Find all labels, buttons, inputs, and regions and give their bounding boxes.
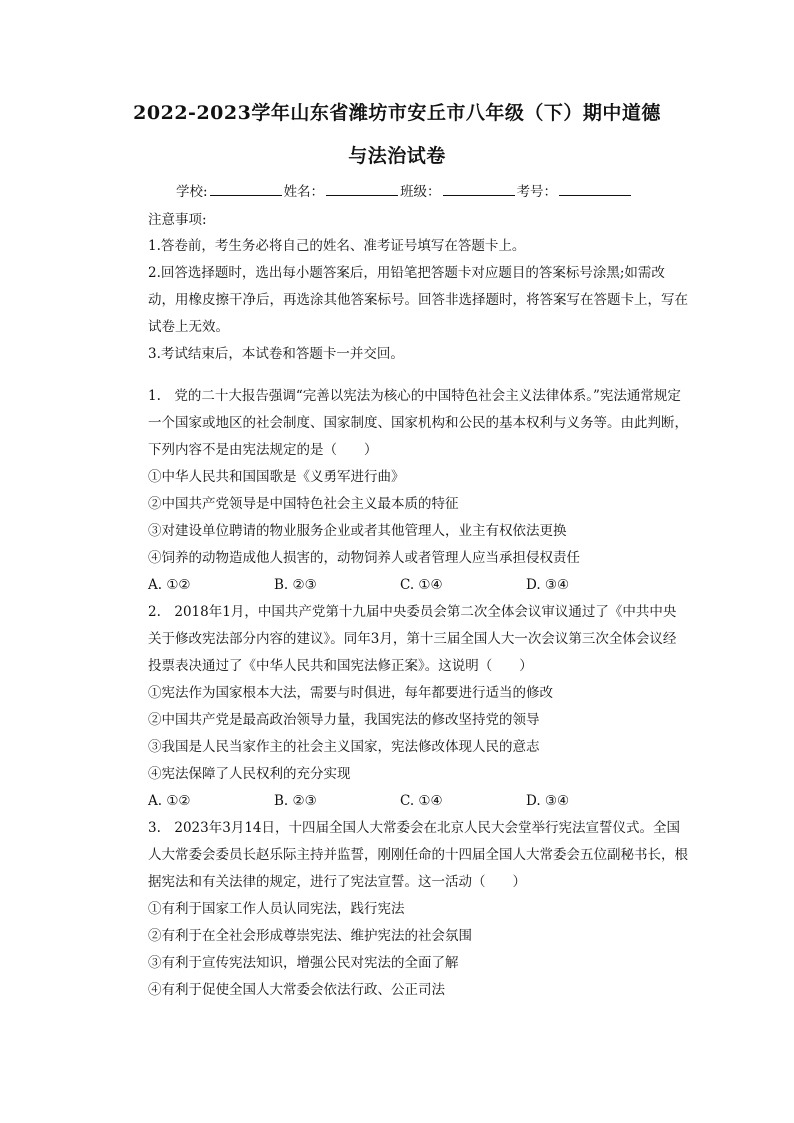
question-stem: 1. 党的二十大报告强调“完善以宪法为核心的中国特色社会主义法律体系。”宪法通常规定一个国家或地区的社会制度、国家制度、国家机构和公民的基本权利与义务等。由此判断，下列内容不是由宪法规定的是（ ） bbox=[148, 388, 688, 458]
answer-options bbox=[148, 788, 688, 815]
option-b: B. ②③ bbox=[274, 577, 317, 593]
question-statement: ②有利于在全社会形成尊崇宪法、维护宪法的社会氛围 bbox=[148, 928, 472, 944]
student-info-row bbox=[176, 180, 656, 200]
question-statement: ①中华人民共和国国歌是《义勇军进行曲》 bbox=[148, 469, 405, 485]
option-d: D. ③④ bbox=[526, 793, 570, 809]
option-a: A. ①② bbox=[148, 577, 191, 593]
question-statement: ④饲养的动物造成他人损害的，动物饲养人或者管理人应当承担侵权责任 bbox=[148, 550, 580, 566]
answer-options bbox=[148, 572, 688, 599]
note-item: 1.答卷前，考生务必将自己的姓名、准考证号填写在答题卡上。 bbox=[148, 238, 526, 254]
question-statement: ③有利于宣传宪法知识，增强公民对宪法的全面了解 bbox=[148, 955, 459, 971]
option-c: C. ①④ bbox=[400, 793, 443, 809]
question-stem: 2. 2018年1月，中国共产党第十九届中央委员会第二次全体会议审议通过了《中共中央关于修改宪法部分内容的建议》。同年3月，第十三届全国人大一次会议第三次全体会议经投票表决通过了《中华人民共和国宪法修正案》。这说明（ ） bbox=[148, 604, 677, 674]
question-statement: ④有利于促使全国人大常委会依法行政、公正司法 bbox=[148, 982, 445, 998]
question-statement: ①宪法作为国家根本大法，需要与时俱进，每年都要进行适当的修改 bbox=[148, 685, 553, 701]
school-blank bbox=[210, 182, 282, 196]
option-d: D. ③④ bbox=[526, 577, 570, 593]
note-item: 3.考试结束后，本试卷和答题卡一并交回。 bbox=[148, 346, 404, 362]
option-a: A. ①② bbox=[148, 793, 191, 809]
option-b: B. ②③ bbox=[274, 793, 317, 809]
question-stem: 3. 2023年3月14日，十四届全国人大常委会在北京人民大会堂举行宪法宣誓仪式。全国人大常委会委员长赵乐际主持并监誓，刚刚任命的十四届全国人大常委会五位副秘书长，根据宪法和有关法律的规定，进行了宪法宣誓。这一活动（ ） bbox=[148, 820, 688, 890]
question-statement: ④宪法保障了人民权利的充分实现 bbox=[148, 766, 351, 782]
exam-number-label: 考号： bbox=[516, 184, 558, 200]
question-statement: ②中国共产党领导是中国特色社会主义最本质的特征 bbox=[148, 496, 459, 512]
question-statement: ②中国共产党是最高政治领导力量，我国宪法的修改坚持党的领导 bbox=[148, 712, 540, 728]
class-blank bbox=[443, 182, 515, 196]
question-list bbox=[148, 383, 688, 1004]
exam-title-line1: 2022-2023学年山东省潍坊市安丘市八年级（下）期中道德 bbox=[133, 102, 661, 124]
question-statement: ③对建设单位聘请的物业服务企业或者其他管理人，业主有权依法更换 bbox=[148, 523, 567, 539]
name-label: 姓名： bbox=[283, 184, 325, 200]
name-blank bbox=[326, 182, 398, 196]
question-statement: ①有利于国家工作人员认同宪法，践行宪法 bbox=[148, 901, 405, 917]
exam-title-line2: 与法治试卷 bbox=[348, 145, 446, 167]
question-statement: ③我国是人民当家作主的社会主义国家，宪法修改体现人民的意志 bbox=[148, 739, 540, 755]
school-label: 学校: bbox=[176, 184, 208, 200]
note-item: 2.回答选择题时，选出每小题答案后，用铅笔把答题卡对应题目的答案标号涂黑;如需改动，用橡皮擦干净后，再选涂其他答案标号。回答非选择题时，将答案写在答题卡上，写在试卷上无效。 bbox=[148, 265, 688, 335]
exam-number-blank bbox=[559, 182, 631, 196]
option-c: C. ①④ bbox=[400, 577, 443, 593]
class-label: 班级： bbox=[400, 184, 441, 200]
notes-heading: 注意事项: bbox=[148, 212, 207, 228]
notes-list bbox=[148, 233, 688, 368]
